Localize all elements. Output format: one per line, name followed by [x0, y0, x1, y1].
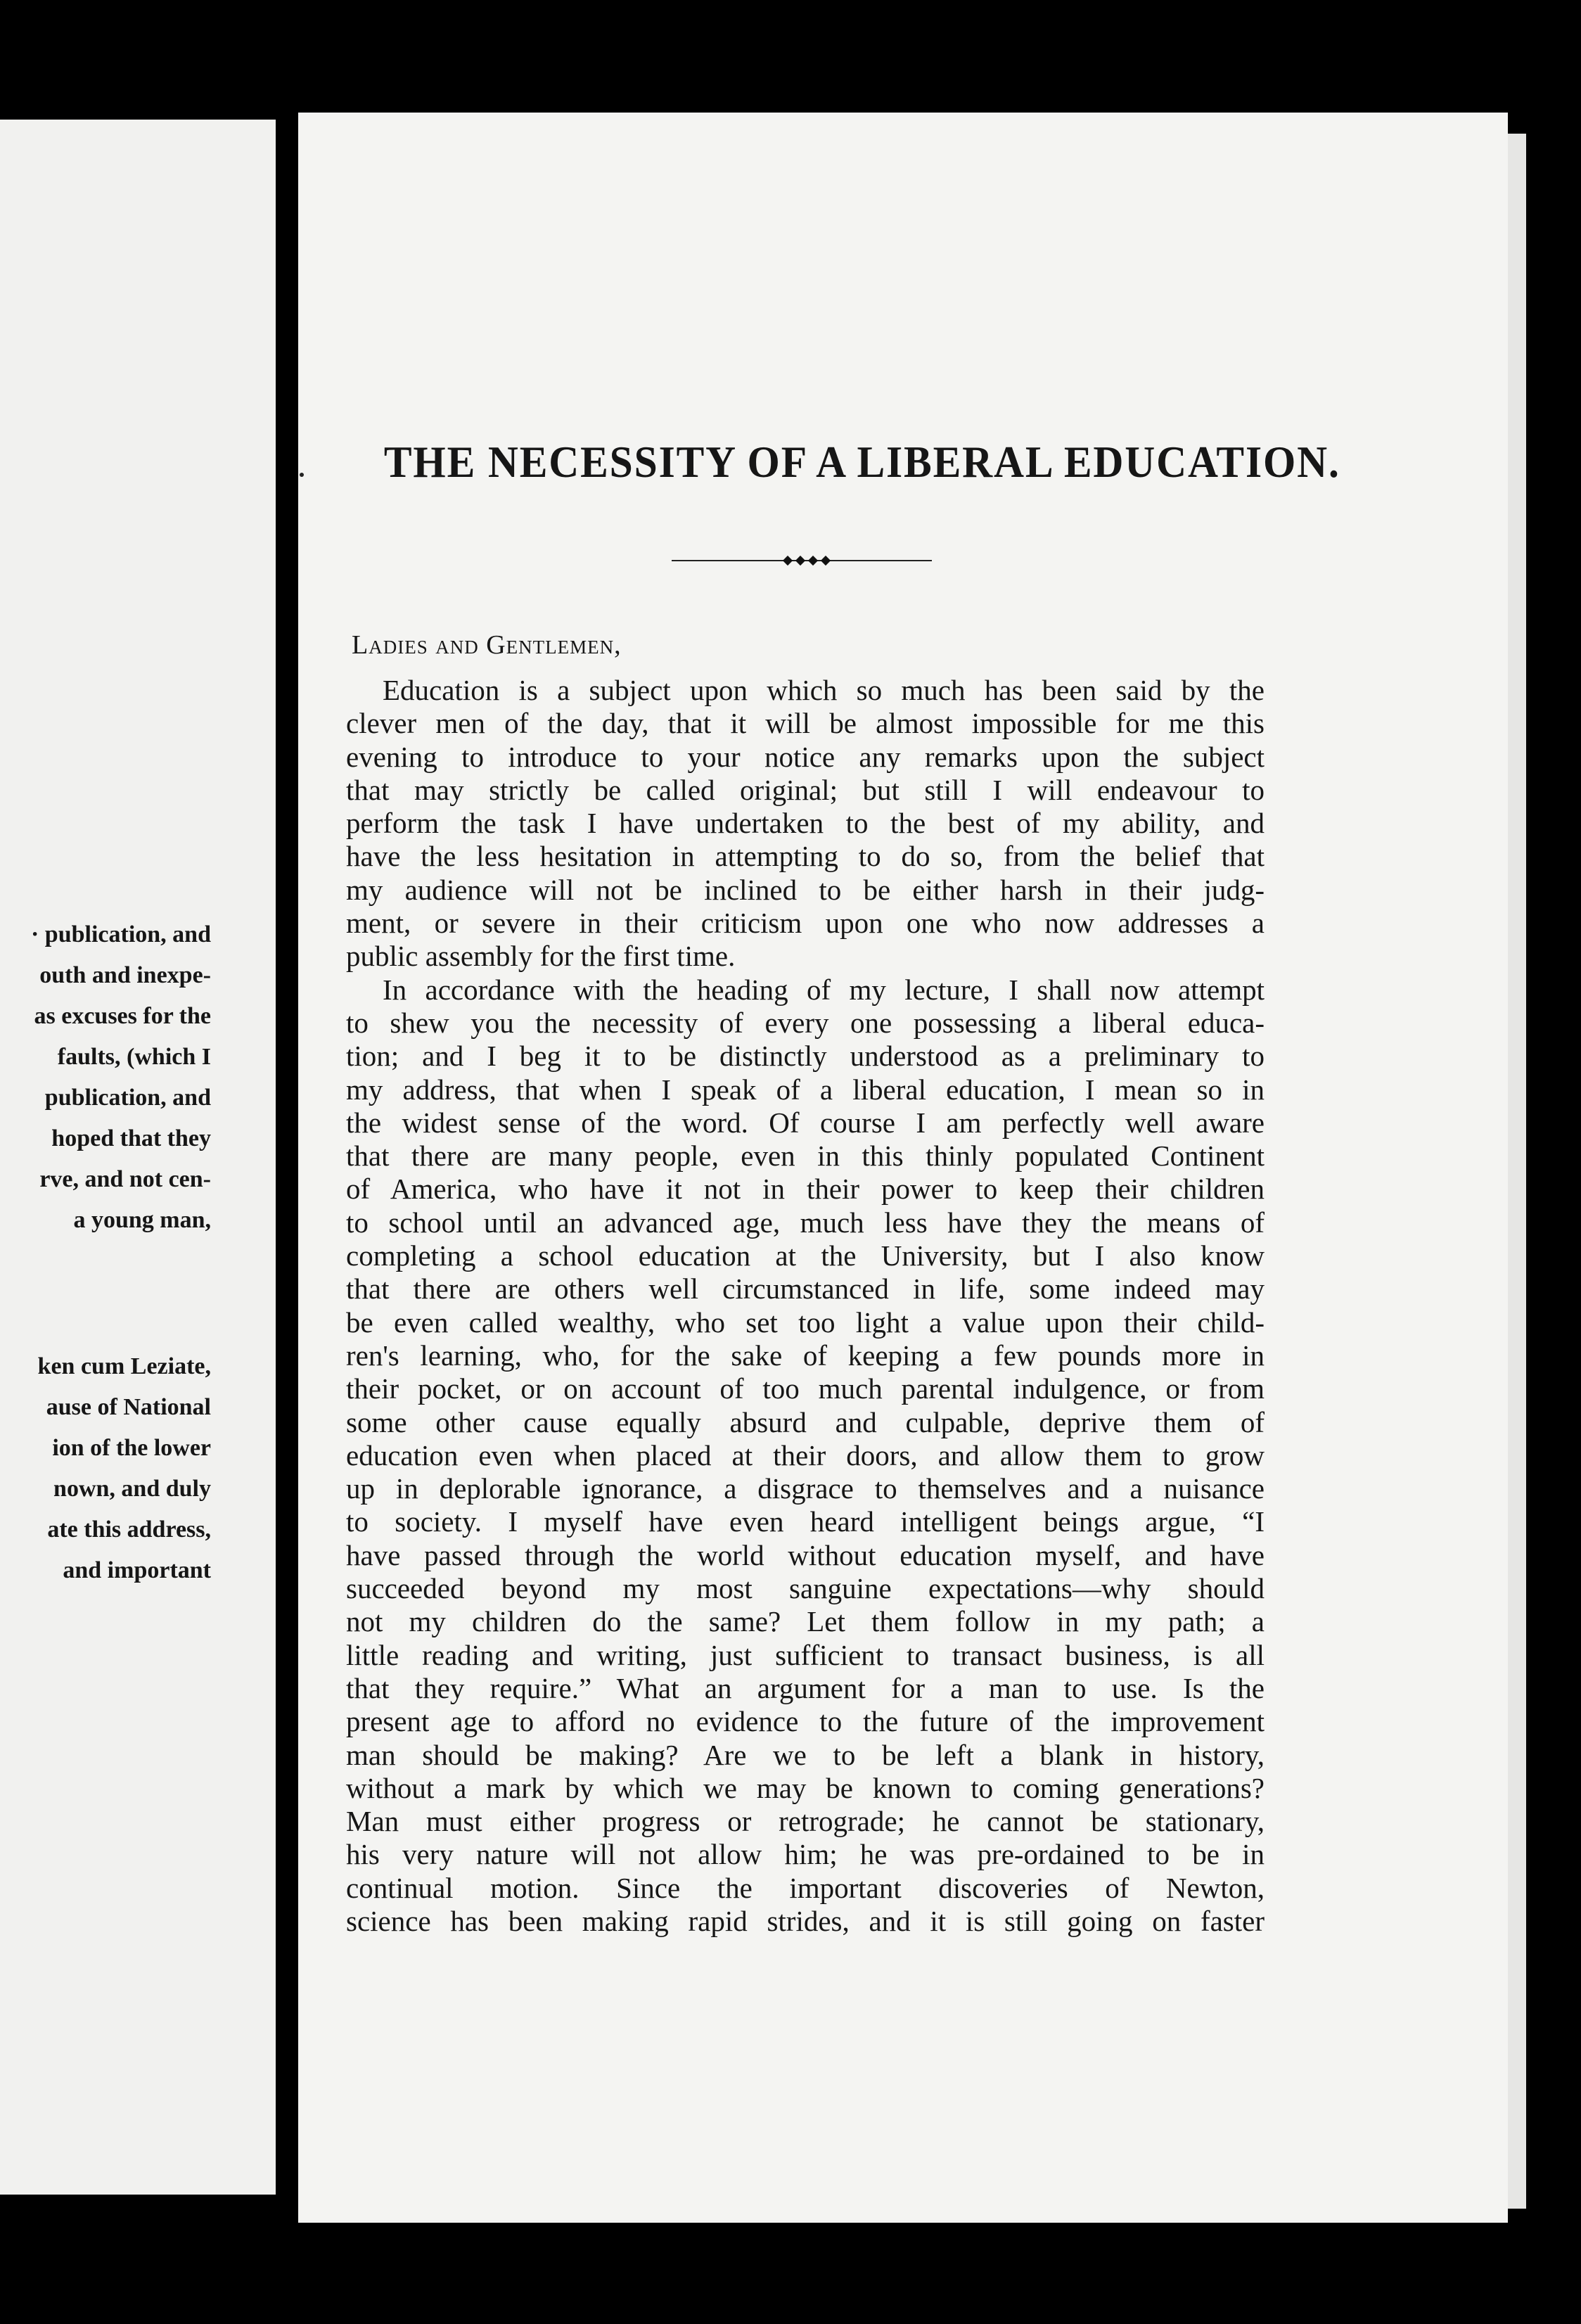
text-line: to school until an advanced age, much less have they the means of: [346, 1206, 1265, 1239]
text-line: the widest sense of the word. Of course I am perfectly well aware: [346, 1106, 1265, 1139]
previous-page-text: [7, 914, 211, 1591]
text-line: ment, or severe in their criticism upon one who now addresses a: [346, 907, 1265, 940]
text-line: clever men of the day, that it will be almost impossible for me this: [346, 707, 1265, 740]
text-line: his very nature will not allow him; he was pre-ordained to be in: [346, 1838, 1265, 1871]
text-line: evening to introduce to your notice any remarks upon the subject: [346, 740, 1265, 773]
previous-page-line: and important: [63, 1557, 211, 1583]
text-line: perform the task I have undertaken to the best of my ability, and: [346, 807, 1265, 840]
text-line: completing a school education at the University, but I also know: [346, 1239, 1265, 1272]
page-edge: [1508, 134, 1526, 2209]
text-line: science has been making rapid strides, and it is still going on faster: [346, 1904, 1265, 1937]
text-line: that there are many people, even in this thinly populated Continent: [346, 1139, 1265, 1173]
previous-page-line: outh and inexpe-: [39, 962, 211, 988]
text-line: have the less hesitation in attempting to do so, from the belief that: [346, 840, 1265, 873]
divider-diamond: [821, 556, 831, 566]
lecture-body: [346, 674, 1265, 1938]
text-line: my audience will not be inclined to be either harsh in their judg-: [346, 873, 1265, 906]
text-line: to shew you the necessity of every one possessing a liberal educa-: [346, 1006, 1265, 1039]
title-ornament-divider: [672, 556, 932, 566]
text-line: without a mark by which we may be known to coming generations?: [346, 1771, 1265, 1804]
previous-page-line: hoped that they: [51, 1125, 211, 1151]
text-line: Education is a subject upon which so much has been said by the: [383, 674, 1265, 706]
previous-page-line: rve, and not cen-: [39, 1166, 211, 1192]
divider-diamond: [795, 556, 805, 566]
text-line: their pocket, or on account of too much parental indulgence, or from: [346, 1372, 1265, 1405]
previous-page-line: ause of National: [46, 1394, 211, 1420]
previous-page-line: · publication, and: [30, 921, 211, 947]
previous-page-line: publication, and: [44, 1085, 211, 1111]
text-line: present age to afford no evidence to the future of the improvement: [346, 1705, 1265, 1738]
previous-page-line: a young man,: [73, 1207, 211, 1233]
divider-diamond: [808, 556, 818, 566]
text-line: have passed through the world without education myself, and have: [346, 1538, 1265, 1571]
previous-page-line: faults, (which I: [57, 1044, 211, 1070]
text-line: tion; and I beg it to be distinctly understood as a preliminary to: [346, 1040, 1265, 1073]
previous-page-line: as excuses for the: [34, 1003, 211, 1029]
title-dot: [300, 473, 304, 477]
text-line: up in deplorable ignorance, a disgrace to themselves and a nuisance: [346, 1472, 1265, 1505]
text-line: succeeded beyond my most sanguine expectations—why should: [346, 1572, 1265, 1605]
text-line: public assembly for the first time.: [346, 940, 736, 973]
text-line: In accordance with the heading of my lecture, I shall now attempt: [383, 973, 1265, 1006]
previous-page-line: ion of the lower: [52, 1435, 211, 1461]
text-line: man should be making? Are we to be left a blank in history,: [346, 1738, 1265, 1771]
text-line: of America, who have it not in their power to keep their children: [346, 1173, 1265, 1206]
divider-diamond: [783, 556, 793, 566]
text-line: that may strictly be called original; but still I will endeavour to: [346, 773, 1265, 806]
text-line: ren's learning, who, for the sake of keeping a few pounds more in: [346, 1339, 1265, 1372]
previous-page-line: ate this address,: [47, 1517, 211, 1543]
text-line: to society. I myself have even heard intelligent beings argue, “I: [346, 1505, 1265, 1538]
text-line: my address, that when I speak of a liberal education, I mean so in: [346, 1073, 1265, 1106]
page-title: THE NECESSITY OF A LIBERAL EDUCATION.: [383, 437, 1340, 487]
salutation: Ladies and Gentlemen,: [352, 630, 622, 660]
text-line: that there are others well circumstanced in life, some indeed may: [346, 1272, 1265, 1305]
text-line: little reading and writing, just sufficient to transact business, is all: [346, 1638, 1265, 1671]
text-line: Man must either progress or retrograde; he cannot be stationary,: [346, 1805, 1265, 1838]
previous-page-line: nown, and duly: [53, 1476, 211, 1502]
text-line: education even when placed at their doors, and allow them to grow: [346, 1438, 1265, 1471]
text-line: that they require.” What an argument for a man to use. Is the: [346, 1671, 1265, 1704]
previous-page-fragment: [0, 120, 276, 2195]
text-line: not my children do the same? Let them follow in my path; a: [346, 1605, 1265, 1638]
text-line: be even called wealthy, who set too light a value upon their child-: [346, 1305, 1265, 1339]
text-line: continual motion. Since the important discoveries of Newton,: [346, 1871, 1265, 1904]
text-line: some other cause equally absurd and culpable, deprive them of: [346, 1405, 1265, 1438]
previous-page-line: ken cum Leziate,: [37, 1353, 211, 1379]
